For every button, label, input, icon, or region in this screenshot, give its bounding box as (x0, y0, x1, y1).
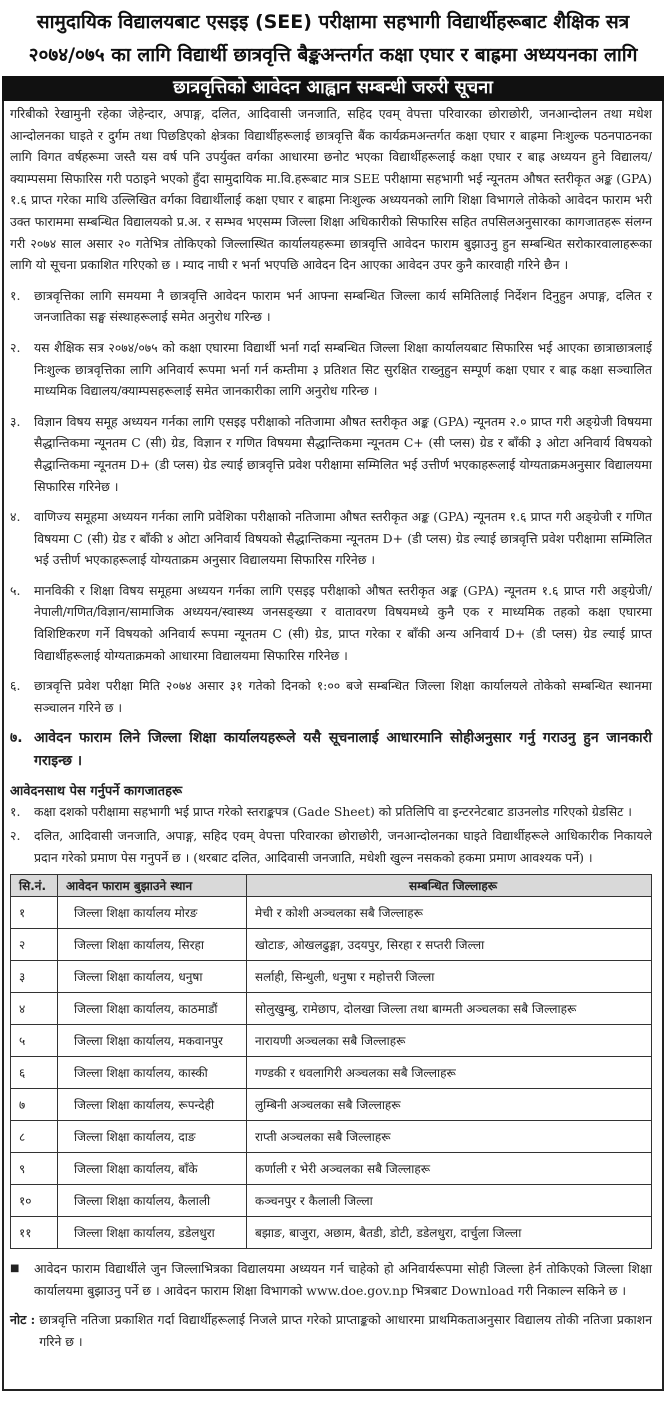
cell-office: जिल्ला शिक्षा कार्यालय, दाङ (58, 1121, 247, 1153)
table-header-row (11, 875, 652, 897)
notice-title-line-1: सामुदायिक विद्यालयबाट एसइइ (SEE) परीक्षामा सहभागी विद्यार्थीहरूबाट शैक्षिक सत्र (36, 11, 630, 33)
item-number: ४. (10, 509, 21, 525)
item-number: ३. (10, 413, 21, 429)
cell-office: जिल्ला शिक्षा कार्यालय, डडेलधुरा (58, 1217, 247, 1249)
cell-serial: ९ (11, 1153, 58, 1185)
notice-banner: छात्रवृत्तिको आवेदन आह्वान सम्बन्धी जरुरी सूचना (2, 76, 664, 101)
item-number: २. (10, 339, 21, 355)
item-text: कक्षा दशको परीक्षामा सहभागी भई प्राप्त गरेको स्तराङ्कपत्र (Gade Sheet) को प्रतिलिपि वा इन्टरनेटबाट डाउनलोड गरिएको ग्रेडसिट । (34, 804, 632, 820)
cell-districts: कर्णाली र भेरी अञ्चलका सबै जिल्लाहरू (247, 1153, 652, 1185)
cell-districts: नारायणी अञ्चलका सबै जिल्लाहरू (247, 1025, 652, 1057)
item-text: मानविकी र शिक्षा विषय समूहमा अध्ययन गर्नका लागि एसइइ परीक्षाको औषत स्तरीकृत अङ्क (GPA) न्यूनतम १.६ प्राप्त गरी अङ्ग्रेजी/नेपाली/गणित/विज्ञान/सामाजिक अध्ययन/स्वास्थ्य जनसङ्ख्या र वातावरण विषयमध्ये कुनै एक र माध्यमिक तहको कक्षा एघारमा विशिष्टिकरण गर्ने विषयको अनिवार्य रूपमा न्यूनतम C (सी) ग्रेड, प्राप्त गरेका र बाँकी अन्य अनिवार्य D+ (डी प्लस) ग्रेड ल्याई प्राप्त विद्यार्थीहरूलाई योग्यताक्रमको आधारमा विद्यालयमा सिफारिस गरिनेछ । (34, 582, 652, 663)
cell-districts: राप्ती अञ्चलका सबै जिल्लाहरू (247, 1121, 652, 1153)
table-row (11, 1025, 652, 1057)
item-number: ६. (10, 678, 21, 694)
office-district-table (10, 874, 652, 1249)
cell-districts: गण्डकी र धवलागिरी अञ्चलका सबै जिल्लाहरू (247, 1057, 652, 1089)
square-bullet-icon: ■ (10, 1263, 20, 1275)
header-office: आवेदन फाराम बुझाउने स्थान (58, 875, 247, 897)
item-text: छात्रवृत्तिका लागि समयमा नै छात्रवृत्ति आवेदन फाराम भर्न आफ्ना सम्बन्धित जिल्ला कार्य समितिलाई निर्देशन दिनुहुन अपाङ्ग, दलित र जनजातिका सङ्घ संस्थाहरूलाई समेत अनुरोध गरिन्छ । (34, 287, 652, 325)
submission-note (10, 1258, 652, 1301)
list-item (10, 675, 652, 718)
instruction-list (10, 285, 652, 774)
list-item (10, 285, 652, 328)
cell-office: जिल्ला शिक्षा कार्यालय, धनुषा (58, 961, 247, 993)
list-item (10, 727, 652, 773)
item-text: विज्ञान विषय समूह अध्ययन गर्नका लागि एसइइ परीक्षाको नतिजामा औषत स्तरीकृत अङ्क (GPA) न्यूनतम २.० प्राप्त गरी अङ्ग्रेजी विषयमा सैद्धान्तिकमा न्यूनतम C (सी) ग्रेड, विज्ञान र गणित विषयमा सैद्धान्तिकमा न्यूनतम C+ (सी प्लस) ग्रेड र बाँकी ३ ओटा अनिवार्य विषयको सैद्धान्तिकमा न्यूनतम D+ (डी प्लस) ग्रेड ल्याई छात्रवृत्ति प्रवेश परीक्षामा सम्मिलित भई उत्तीर्ण भएकाहरूलाई योग्यताक्रमअनुसार विद्यालयमा सिफारिस गरिनेछ । (34, 413, 652, 494)
cell-office: जिल्ला शिक्षा कार्यालय, मकवानपुर (58, 1025, 247, 1057)
footer-note (10, 1309, 652, 1352)
intro-paragraph: गरिबीको रेखामुनी रहेका जेहेन्दार, अपाङ्ग, दलित, आदिवासी जनजाति, सहिद एवम् वेपत्ता परिवारका छोराछोरी, जनआन्दोलन तथा मधेश आन्दोलनका घाइते र दुर्गम तथा पिछडिएको क्षेत्रका विद्यार्थीहरूलाई छात्रवृत्ति बैंक कार्यक्रमअन्तर्गत कक्षा एघार र बाह्रमा निःशुल्क पठनपाठनका लागि विगत वर्षहरूमा जस्तै यस वर्ष पनि उपर्युक्त वर्गका आधारमा छनोट भएका विद्यार्थीहरूलाई कक्षा एघार र बाह्र अध्ययन हुने विद्यालय/क्याम्पसमा सिफारिस गरी पठाइने भएको हुँदा सामुदायिक मा.वि.हरूबाट मात्र SEE परीक्षामा सहभागी भई न्यूनतम औषत स्तरीकृत अङ्क (GPA) १.६ प्राप्त गरेका माथि उल्लिखित वर्गका विद्यार्थीलाई कक्षा एघार र बाह्रमा निःशुल्क अध्ययनको लागि शिक्षा विभागले तोकेको आवेदन फाराम भरी उक्त फाराममा सम्बन्धित विद्यालयको प्र.अ. र सम्भव भएसम्म जिल्ला शिक्षा अधिकारीको सिफारिस सहित तपसिलअनुसारका कागजातहरू संलग्न गरी २०७४ साल असार २० गतेभित्र तोकिएको जिल्लास्थित कार्यालयहरूमा छात्रवृत्ति आवेदन फाराम बुझाउनु हुन सम्बन्धित सरोकारवालाहरूका लागि यो सूचना प्रकाशित गरिएको छ । म्याद नाघी र भर्ना भएपछि आवेदन दिन आएका आवेदन उपर कुनै कारवाही गरिने छैन । (10, 106, 652, 273)
cell-office: जिल्ला शिक्षा कार्यालय, रूपन्देही (58, 1089, 247, 1121)
notice-title-line-2: २०७४/०७५ का लागि विद्यार्थी छात्रवृत्ति बैङ्कअन्तर्गत कक्षा एघार र बाह्रमा अध्ययनका लागि (28, 44, 638, 66)
cell-districts: लुम्बिनी अञ्चलका सबै जिल्लाहरू (247, 1089, 652, 1121)
table-row (11, 897, 652, 929)
item-text: दलित, आदिवासी जनजाति, अपाङ्ग, सहिद एवम् वेपत्ता परिवारका छोराछोरी, जनआन्दोलनका घाइते विद्यार्थीहरूले आधिकारीक निकायले प्रदान गरेको प्रमाण पेस गनुपर्ने छ । (थरबाट दलित, आदिवासी जनजाति, मधेशी खुल्न नसकको हकमा प्रमाण आवश्यक पर्ने) । (34, 828, 652, 865)
cell-districts: मेची र कोशी अञ्चलका सबै जिल्लाहरू (247, 897, 652, 929)
table-row (11, 1153, 652, 1185)
documents-heading: आवेदनसाथ पेस गर्नुपर्ने कागजातहरू (10, 784, 183, 800)
cell-serial: ३ (11, 961, 58, 993)
item-number: १. (10, 287, 21, 303)
item-text: यस शैक्षिक सत्र २०७४/०७५ को कक्षा एघारमा विद्यार्थी भर्ना गर्दा सम्बन्धित जिल्ला शिक्षा कार्यालयबाट सिफारिस भई आएका छात्राछात्रलाई निःशुल्क छात्रवृत्तिका लागि अनिवार्य रूपमा भर्ना गर्न कम्तीमा ३ प्रतिशत सिट सुरक्षित राख्नुहुन सम्पूर्ण कक्षा एघार र बाह्र कक्षा सञ्चालित माध्यमिक विद्यालय/क्याम्पसहरूलाई समेत जानकारीका लागि अनुरोध गरिन्छ । (34, 339, 652, 399)
cell-serial: १ (11, 897, 58, 929)
item-number: ७. (10, 730, 23, 747)
table-row (11, 993, 652, 1025)
cell-serial: २ (11, 929, 58, 961)
cell-serial: ७ (11, 1089, 58, 1121)
table-row (11, 961, 652, 993)
cell-office: जिल्ला शिक्षा कार्यालय, सिरहा (58, 929, 247, 961)
cell-office: जिल्ला शिक्षा कार्यालय, कैलाली (58, 1185, 247, 1217)
item-number: ५. (10, 582, 21, 598)
header-serial: सि.नं. (11, 875, 58, 897)
header-districts: सम्बन्धित जिल्लाहरू (247, 875, 652, 897)
note-label: नोट : (10, 1312, 36, 1328)
cell-districts: बझाङ, बाजुरा, अछाम, बैतडी, डोटी, डडेलधुरा, दार्चुला जिल्ला (247, 1217, 652, 1249)
cell-districts: खोटाङ, ओखलढुङ्गा, उदयपुर, सिरहा र सप्तरी जिल्ला (247, 929, 652, 961)
list-item (10, 825, 652, 868)
item-text: छात्रवृत्ति प्रवेश परीक्षा मिति २०७४ असार ३१ गतेको दिनको १:०० बजे सम्बन्धित जिल्ला शिक्षा कार्यालयले तोकेको सम्बन्धित स्थानमा सञ्चालन गरिने छ । (34, 678, 652, 715)
submission-note-text: आवेदन फाराम विद्यार्थीले जुन जिल्लाभित्रका विद्यालयमा अध्ययन गर्न चाहेको हो अनिवार्यरूपमा सोही जिल्ला हेर्न तोकिएको जिल्ला शिक्षा कार्यालयमा बुझाउनु पर्ने छ । आवेदन फाराम शिक्षा विभागको www.doe.gov.np भित्रबाट Download गरी निकाल्न सकिने छ । (34, 1261, 652, 1298)
table-row (11, 1217, 652, 1249)
cell-office: जिल्ला शिक्षा कार्यालय, बाँके (58, 1153, 247, 1185)
table-row (11, 1089, 652, 1121)
cell-serial: ५ (11, 1025, 58, 1057)
item-number: १. (10, 804, 21, 820)
item-text: आवेदन फाराम लिने जिल्ला शिक्षा कार्यालयहरूले यसै सूचनालाई आधारमानि सोहीअनुसार गर्नु गराउनु हुन जानकारी गराइन्छ । (34, 730, 652, 770)
cell-districts: सोलुखुम्बु, रामेछाप, दोलखा जिल्ला तथा बाग्मती अञ्चलका सबै जिल्लाहरू (247, 993, 652, 1025)
list-item (10, 506, 652, 571)
cell-serial: १० (11, 1185, 58, 1217)
required-documents (10, 781, 652, 868)
list-item (10, 580, 652, 666)
note-text: छात्रवृत्ति नतिजा प्रकाशित गर्दा विद्यार्थीहरूलाई निजले प्राप्त गरेको प्राप्ताङ्कको आधारमा प्राथमिकताअनुसार विद्यालय तोकी नतिजा प्रकाशन गरिने छ । (39, 1312, 652, 1349)
table-row (11, 1121, 652, 1153)
table-row (11, 929, 652, 961)
cell-serial: ८ (11, 1121, 58, 1153)
item-text: वाणिज्य समूहमा अध्ययन गर्नका लागि प्रवेशिका परीक्षाको नतिजामा औषत स्तरीकृत अङ्क (GPA) न्यूनतम १.६ प्राप्त गरी अङ्ग्रेजी र गणित विषयमा C (सी) ग्रेड र बाँकी ४ ओटा अनिवार्य विषयको सैद्धान्तिकमा न्यूनतम D+ (डी प्लस) ग्रेड ल्याई छात्रवृत्ति प्रवेश परीक्षामा सम्मिलित भई उत्तीर्ण भएकाहरूलाई योग्यताक्रम अनुसार विद्यालयमा सिफारिस गरिनेछ । (34, 509, 652, 568)
cell-serial: ६ (11, 1057, 58, 1089)
list-item (10, 801, 652, 823)
table-row (11, 1057, 652, 1089)
notice-header (0, 0, 666, 101)
notice-body (2, 101, 664, 1391)
cell-serial: ११ (11, 1217, 58, 1249)
cell-districts: कञ्चनपुर र कैलाली जिल्ला (247, 1185, 652, 1217)
cell-districts: सर्लाही, सिन्धुली, धनुषा र महोत्तरी जिल्ला (247, 961, 652, 993)
item-number: २. (10, 828, 21, 844)
table-row (11, 1185, 652, 1217)
cell-office: जिल्ला शिक्षा कार्यालय, कास्की (58, 1057, 247, 1089)
cell-serial: ४ (11, 993, 58, 1025)
cell-office: जिल्ला शिक्षा कार्यालय मोरङ (58, 897, 247, 929)
list-item (10, 411, 652, 497)
cell-office: जिल्ला शिक्षा कार्यालय, काठमाडौं (58, 993, 247, 1025)
list-item (10, 337, 652, 402)
